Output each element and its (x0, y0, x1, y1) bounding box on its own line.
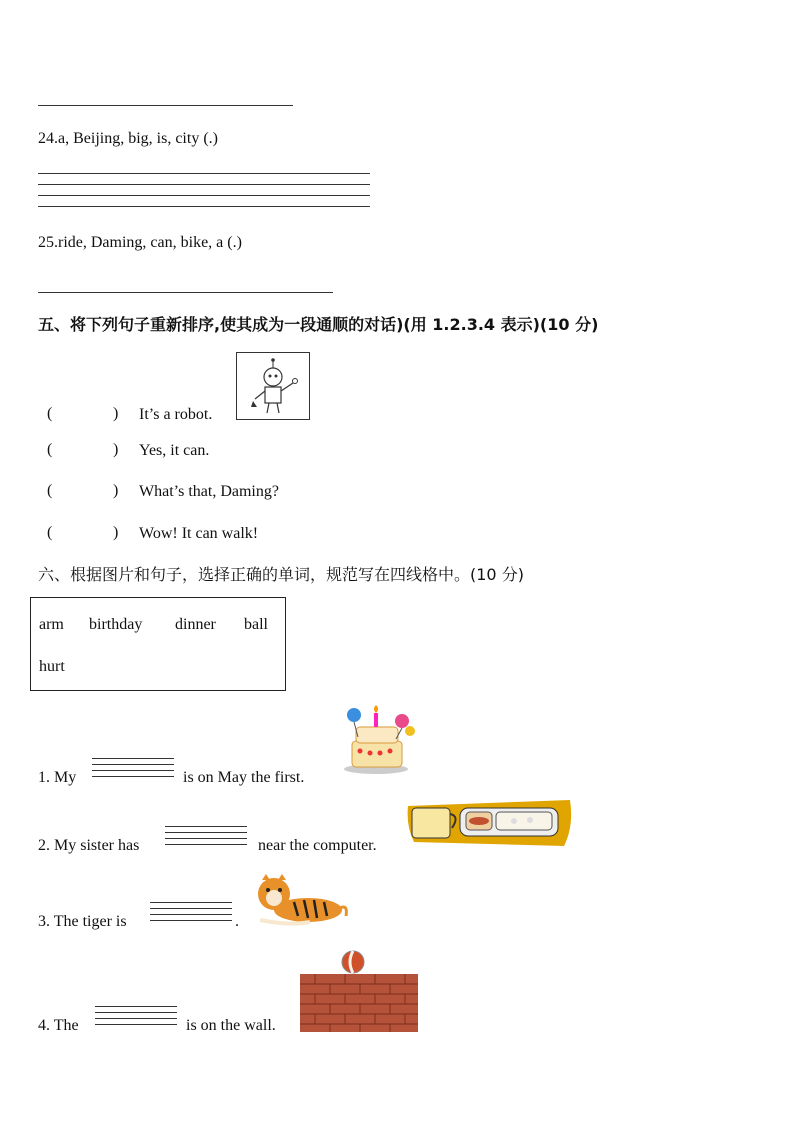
fill-item-1-before: 1. My (38, 769, 77, 786)
answer-fourline-24[interactable] (38, 173, 370, 207)
fill-item-2-fourline[interactable] (165, 826, 247, 846)
word-bank-box (30, 597, 286, 691)
word-bank-word: arm (39, 616, 64, 633)
question-24: 24.a, Beijing, big, is, city (.) (38, 130, 218, 147)
dialog-line-4: Wow! It can walk! (139, 525, 259, 542)
fill-item-3-fourline[interactable] (150, 902, 232, 922)
dialog-line-1: It’s a robot. (139, 406, 213, 423)
order-blank-open-2[interactable]: ( (47, 441, 53, 458)
birthday-cake-picture (338, 703, 418, 775)
order-blank-close-2: ) (113, 441, 119, 458)
section-6-title: 六、根据图片和句子，选择正确的单词，规范写在四线格中。(10 分) (38, 565, 524, 584)
order-blank-close-3: ) (113, 482, 119, 499)
fill-item-1-after: is on May the first. (183, 769, 305, 786)
answer-line-23[interactable] (38, 105, 293, 106)
word-bank-word: hurt (39, 658, 65, 675)
fill-item-2-before: 2. My sister has (38, 837, 140, 854)
dinner-tray-picture (404, 796, 576, 848)
order-blank-close-1: ) (113, 405, 119, 422)
order-blank-open-3[interactable]: ( (47, 482, 53, 499)
answer-line-25[interactable] (38, 292, 333, 293)
fill-item-2-after: near the computer. (258, 837, 377, 854)
question-25: 25.ride, Daming, can, bike, a (.) (38, 234, 242, 251)
fill-item-4-before: 4. The (38, 1017, 79, 1034)
order-blank-open-4[interactable]: ( (47, 524, 53, 541)
fill-item-3-after: . (235, 913, 239, 930)
fill-item-3-before: 3. The tiger is (38, 913, 127, 930)
word-bank-word: dinner (175, 616, 216, 633)
dialog-line-3: What’s that, Daming? (139, 483, 279, 500)
word-bank-word: ball (244, 616, 268, 633)
fill-item-4-after: is on the wall. (186, 1017, 276, 1034)
fill-item-4-fourline[interactable] (95, 1006, 177, 1026)
ball-on-wall-picture (300, 948, 418, 1032)
order-blank-close-4: ) (113, 524, 119, 541)
fill-item-1-fourline[interactable] (92, 758, 174, 778)
order-blank-open-1[interactable]: ( (47, 405, 53, 422)
section-5-title: 五、将下列句子重新排序,使其成为一段通顺的对话)(用 1.2.3.4 表示)(10 分) (38, 315, 599, 334)
tiger-picture (250, 866, 350, 928)
word-bank-word: birthday (89, 616, 143, 633)
robot-picture (236, 352, 310, 420)
dialog-line-2: Yes, it can. (139, 442, 210, 459)
